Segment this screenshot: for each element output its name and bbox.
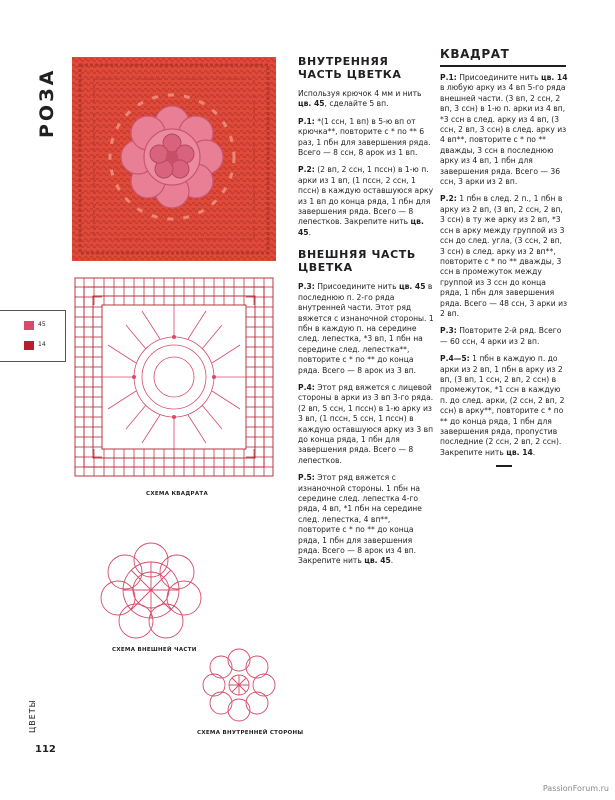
outer-row-4: Р.4: Этот ряд вяжется с лицевой стороны в арки из 3 вп 3-го ряда. (2 вп, 5 ссн, 1 пссн) в 1-ю арку из 3 вп, (1 пссн, 5 ссн, 1 пссн) в каждую оставшуюся арку из 3 вп до конца ряда, 1 пбн для завершения ряда. Всего — 8 лепестков.: [298, 382, 434, 465]
legend-label-45: 45: [38, 321, 46, 328]
caption-inner-chart: СХЕМА ВНУТРЕННЕЙ СТОРОНЫ: [197, 730, 304, 736]
outer-row-3: Р.3: Присоедините нить цв. 45 в последнюю п. 2-го ряда внутренней части. Этот ряд вяжется с изнаночной стороны. 1 пбн в каждую п. на середине след. лепестка, *3 вп, 1 пбн на середине след. лепестка**, повторите с * по ** до конца ряда. Всего — 8 арок из 3 вп.: [298, 282, 434, 375]
square-row-1: Р.1: Присоедините нить цв. 14 в любую арку из 4 вп 5-го ряда внешней части. (3 вп, 2 ссн, 2 вп, 3 ссн) в 1-ю п. арки из 4 вп, *3 ссн в след. арку из 4 вп, (3 ссн, 2 вп, 3 ссн) в след. арку из 4 вп**, повторите с * по ** дважды, 3 ссн в последнюю арку из 4 вп, 1 пбн для завершения ряда. Всего — 36 ссн, 3 арки из 2 вп.: [440, 73, 568, 187]
heading-inner-2: ЧАСТЬ ЦВЕТКА: [298, 68, 402, 81]
legend-label-14: 14: [38, 341, 46, 348]
square-crochet-chart: [72, 275, 276, 480]
inner-side-chart: [200, 646, 278, 724]
vertical-title: [36, 50, 56, 140]
section-label: ЦВЕТЫ: [28, 699, 37, 733]
watermark: PassionForum.ru: [542, 784, 609, 793]
caption-outer-chart: СХЕМА ВНЕШНЕЙ ЧАСТИ: [112, 647, 197, 653]
outer-part-chart: [92, 534, 210, 642]
vertical-title-text: РОЗА: [36, 67, 58, 138]
page-number: 112: [35, 744, 56, 755]
legend-swatch-45: [24, 321, 34, 330]
column-square: [440, 48, 568, 467]
outer-row-5: Р.5: Этот ряд вяжется с изнаночной стороны. 1 пбн на середине след. лепестка 4-го ряда, 4 вп, *1 пбн на середине след. лепестка, 4 вп**, повторите с * по ** до конца ряда, 1 пбн для завершения ряда. Всего — 8 арок из 4 вп. Закрепите нить цв. 45.: [298, 473, 422, 566]
heading-inner-1: ВНУТРЕННЯЯ: [298, 55, 389, 68]
inner-row-1: Р.1: *(1 ссн, 1 вп) в 5-ю вп от крючка**, повторите с * по ** 6 раз, 1 пбн для завершения ряда. Всего — 8 ссн, 8 арок из 1 вп.: [298, 116, 431, 158]
square-row-3: Р.3: Повторите 2-й ряд. Всего — 60 ссн, 4 арки из 2 вп.: [440, 326, 562, 346]
inner-intro: Используя крючок 4 мм и нить цв. 45, сделайте 5 вп.: [298, 89, 422, 109]
yarn-color-legend: [0, 310, 66, 362]
heading-square: КВАДРАТ: [440, 47, 510, 61]
end-mark: [496, 465, 512, 467]
column-flower-parts: [298, 55, 434, 574]
heading-outer: ВНЕШНЯЯ ЧАСТЬ ЦВЕТКА: [298, 248, 416, 275]
legend-swatch-14: [24, 341, 34, 350]
caption-square-chart: СХЕМА КВАДРАТА: [146, 491, 209, 497]
photo-rose-square: [72, 57, 276, 261]
heading-rule: [440, 65, 566, 67]
square-row-2: Р.2: 1 пбн в след. 2 п., 1 пбн в арку из 2 вп, (3 вп, 2 ссн, 2 вп, 3 ссн) в ту же арку из 2 вп, *3 ссн в арку между группой из 3 ссн до след. угла, (3 ссн, 2 вп, 3 ссн) в след. арку из 2 вп**, повторите с * по ** дважды, 3 ссн в промежуток между группой из 3 ссн до конца ряда, 1 пбн для завершения ряда. Всего — 48 ссн, 3 арки из 2 вп.: [440, 194, 568, 318]
square-rows-4-5: Р.4—5: 1 пбн в каждую п. до арки из 2 вп, 1 пбн в арку из 2 вп, (3 вп, 1 ссн, 2 вп, 2 ссн) в промежуток, *1 ссн в каждую п. до след. арки, (2 ссн, 2 вп, 2 ссн) в арку**, повторите с * по ** до конца ряда, 1 пбн для завершения ряда, пропустив последние (2 ссн, 2 вп, 2 ссн). Закрепите нить цв. 14.: [440, 354, 565, 457]
inner-row-2: Р.2: (2 вп, 2 ссн, 1 пссн) в 1-ю п. арки из 1 вп, (1 пссн, 2 ссн, 1 пссн) в каждую оставшуюся арку из 1 вп до конца ряда, 1 пбн для завершения ряда. Всего — 8 лепестков. Закрепите нить цв. 45.: [298, 165, 434, 237]
